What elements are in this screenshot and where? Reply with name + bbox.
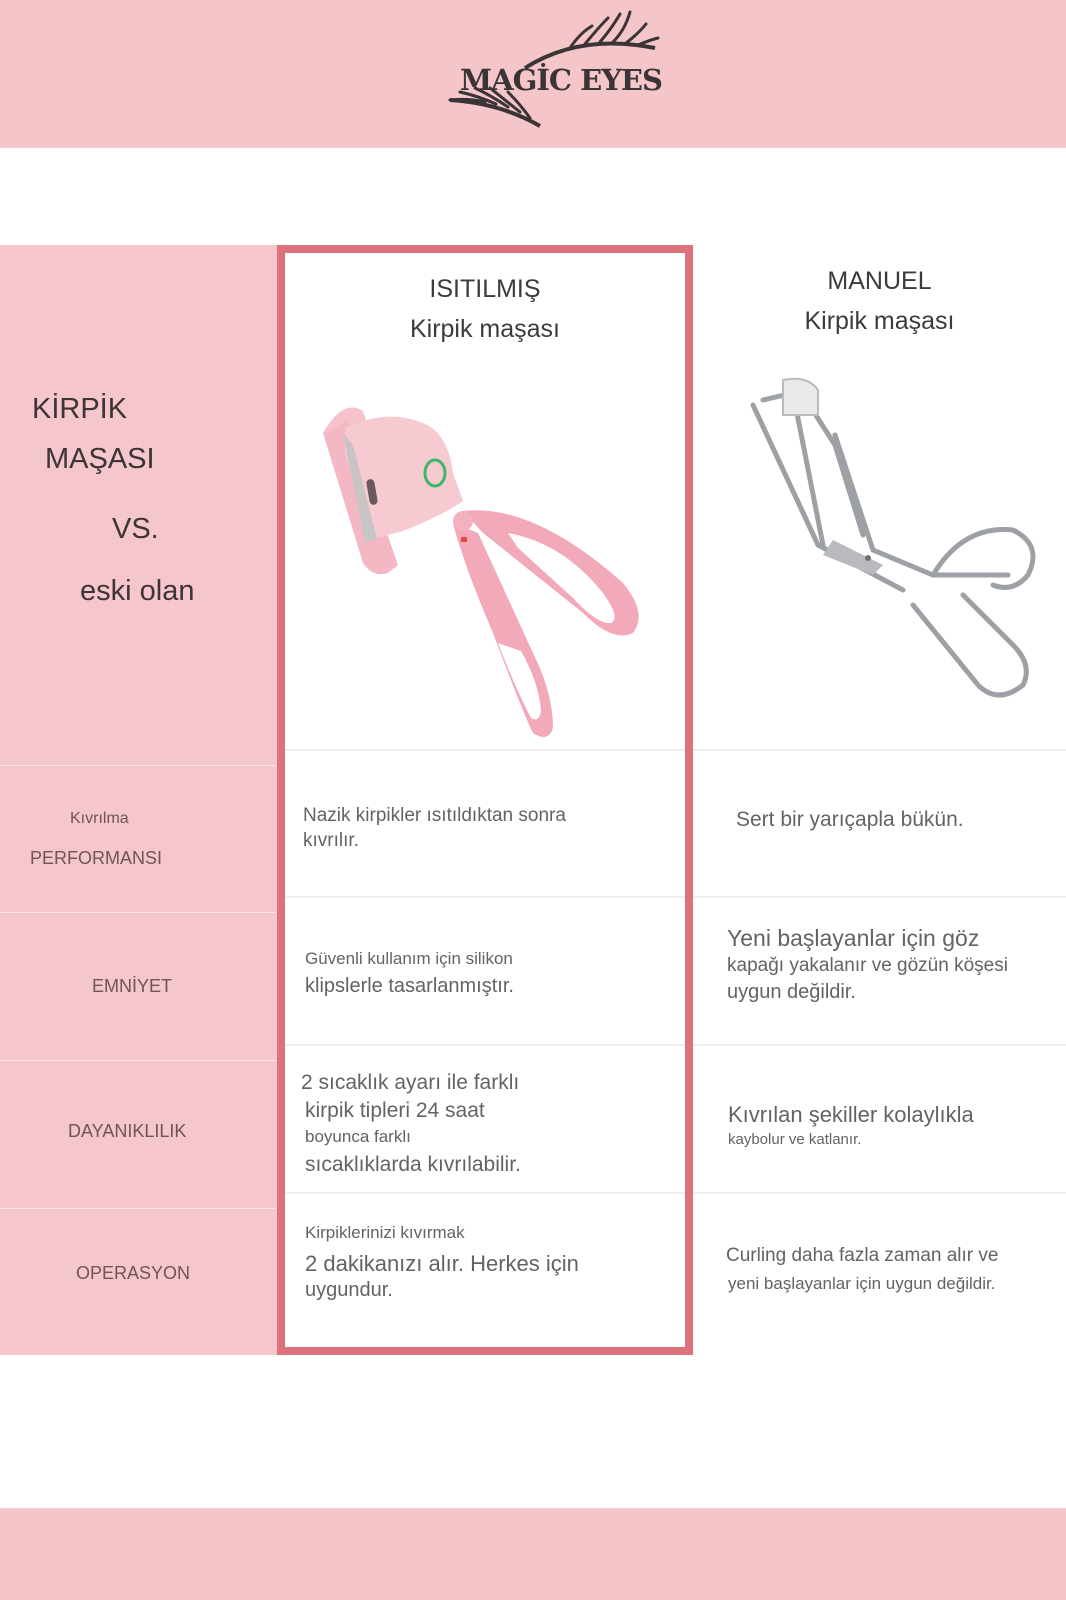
- title-line-4: eski olan: [80, 575, 195, 607]
- row-divider: [0, 912, 277, 913]
- row-divider: [0, 1060, 277, 1061]
- heated-operation-line: uygundur.: [305, 1279, 393, 1301]
- pink-heated-eyelash-curler-icon: [303, 393, 653, 743]
- row-label-performance: PERFORMANSI: [30, 848, 163, 868]
- row-label-performance-small: Kıvrılma: [70, 810, 129, 827]
- heated-safety-line: Güvenli kullanım için silikon: [305, 949, 513, 968]
- manual-safety-line: uygun değildir.: [727, 981, 856, 1003]
- manual-safety-line: kapağı yakalanır ve gözün köşesi: [727, 955, 1008, 976]
- manual-column-title: MANUEL: [827, 267, 932, 295]
- row-divider: [693, 896, 1066, 898]
- manual-durability-line: kaybolur ve katlanır.: [728, 1131, 862, 1148]
- heated-operation-line: Kirpiklerinizi kıvırmak: [305, 1223, 465, 1242]
- label-column: [0, 245, 277, 1355]
- row-divider: [285, 749, 685, 751]
- heated-durability-line: sıcaklıklarda kıvrılabilir.: [305, 1153, 521, 1176]
- manual-operation-line: yeni başlayanlar için uygun değildir.: [728, 1274, 996, 1293]
- row-label-durability: DAYANIKLILIK: [68, 1121, 187, 1141]
- row-label-safety: EMNİYET: [92, 976, 173, 996]
- manual-column-subtitle: Kirpik maşası: [804, 307, 955, 335]
- row-label-operation: OPERASYON: [76, 1263, 191, 1283]
- heated-durability-line: kirpik tipleri 24 saat: [305, 1099, 485, 1122]
- row-divider: [693, 1192, 1066, 1194]
- brand-logo: [430, 8, 680, 132]
- title-line-1: KİRPİK: [32, 393, 128, 425]
- row-divider: [285, 1192, 685, 1194]
- row-divider: [285, 1044, 685, 1046]
- row-divider: [693, 749, 1066, 751]
- heated-durability-line: 2 sıcaklık ayarı ile farklı: [301, 1071, 520, 1094]
- heated-column-title: ISITILMIŞ: [429, 275, 541, 303]
- brand-name: MAGİC EYES: [460, 63, 662, 97]
- row-divider: [285, 896, 685, 898]
- row-divider: [693, 1044, 1066, 1046]
- heated-performance-line: kıvrılır.: [303, 830, 359, 851]
- manual-durability-line: Kıvrılan şekiller kolaylıkla: [728, 1102, 974, 1127]
- title-vs: VS.: [112, 513, 159, 545]
- heated-performance-line: Nazik kirpikler ısıtıldıktan sonra: [303, 805, 566, 826]
- manual-operation-line: Curling daha fazla zaman alır ve: [726, 1245, 999, 1266]
- row-divider: [0, 1208, 277, 1209]
- manual-performance-line: Sert bir yarıçapla bükün.: [736, 808, 964, 831]
- heated-column: [277, 245, 693, 1355]
- metal-manual-eyelash-curler-icon: [723, 375, 1063, 715]
- title-line-2: MAŞASI: [45, 443, 155, 475]
- heated-column-subtitle: Kirpik maşası: [409, 315, 561, 343]
- header-band: [0, 0, 1066, 148]
- heated-operation-line: 2 dakikanızı alır. Herkes için: [305, 1251, 579, 1276]
- manual-safety-line: Yeni başlayanlar için göz: [727, 925, 980, 951]
- footer-band: [0, 1508, 1066, 1600]
- heated-safety-line: klipslerle tasarlanmıştır.: [305, 975, 514, 997]
- row-divider: [0, 765, 277, 766]
- manual-column: [693, 245, 1066, 1355]
- heated-durability-line: boyunca farklı: [305, 1127, 411, 1146]
